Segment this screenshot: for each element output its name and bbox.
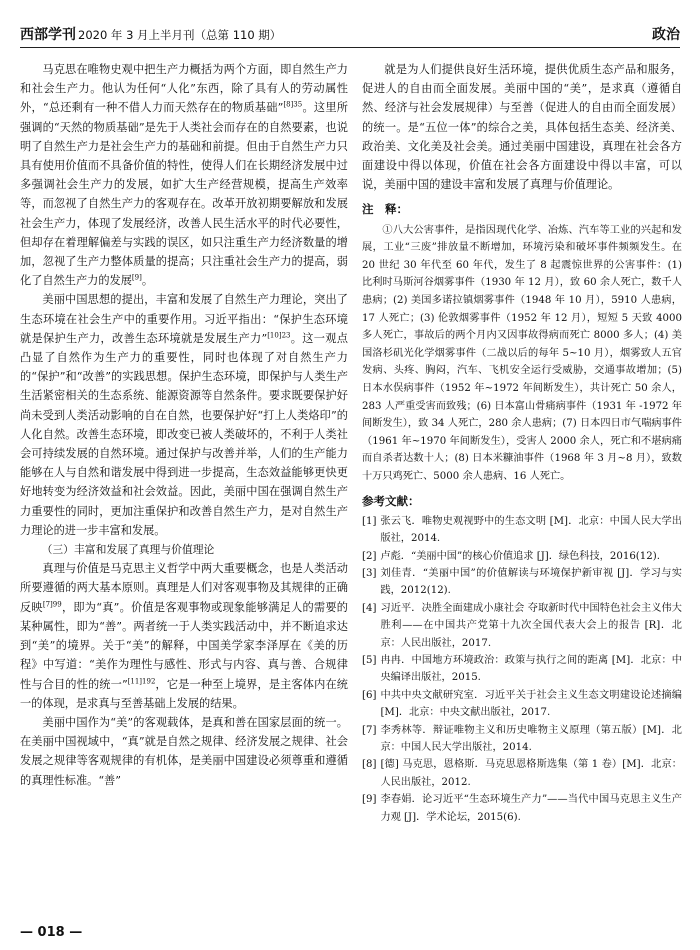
reference-item	[362, 513, 682, 548]
journal-title: 西部学刊	[20, 27, 76, 43]
page-header	[20, 18, 680, 44]
reference-item	[362, 756, 682, 791]
section-label: 政治	[652, 27, 680, 43]
reference-text: 冉冉．中国地方环境政治：政策与执行之间的距离 [M]．北京：中央编译出版社，2015.	[380, 654, 682, 684]
text: ，它是一种至上境界，是主客体内在统一的体现，是求真与至善基础上发展的结果。	[20, 677, 348, 710]
reference-item	[362, 600, 682, 652]
reference-item	[362, 548, 682, 565]
reference-item	[362, 652, 682, 687]
header-left	[20, 24, 281, 44]
reference-text: 刘佳青．“美丽中国”的价值解读与环境保护新审视 [J]．学习与实践，2012(12).	[380, 567, 682, 597]
citation: [8]35	[283, 100, 303, 109]
paragraph	[20, 559, 348, 713]
citation: [9]	[131, 273, 142, 282]
reference-index: [8]	[362, 759, 377, 771]
paragraph	[20, 60, 348, 290]
reference-text: 李春娟．论习近平“生态环境生产力”——当代中国马克思主义生产力观 [J]．学术论坛，2015(6).	[380, 794, 682, 823]
text: 美丽中国思想的提出，丰富和发展了自然生产力理论，突出了生态环境在社会生产中的重要作用。习近平指出：“保护生态环境就是保护生产力，改善生态环境就是发展生产力”	[20, 293, 348, 345]
citation: [10]23	[267, 331, 291, 340]
header-divider	[20, 47, 680, 48]
footnote: ①八大公害事件，是指因现代化学、冶炼、汽车等工业的兴起和发展，工业“三废”排放量不断增加，环境污染和破坏事件频频发生。在 20 世纪 30 年代至 60 年代，发生了 8 起震惊世界的公害事件：(1) 比利时马斯河谷烟雾事件（1930 年 12 月），致 60 余人死亡，数千人患病；(2) 美国多诺拉镇烟雾事件（1948 年 10 月），5910 人患病，17 人死亡；(3) 伦敦烟雾事件（1952 年 12 月），短短 5 天致 4000 多人死亡，事故后的两个月内又因事故得病而死亡 8000 多人；(4) 美国洛杉矶光化学烟雾事件（二战以后的每年 5~10 月），烟雾致人五官发病、头疼、胸闷，汽车、飞机安全运行受威胁，交通事故增加；(5) 日本水俣病事件（1952 年~1972 年间断发生），共计死亡 50 余人，283 人严重受害而致残；(6) 日本富山骨痛病事件（1931 年 -1972 年间断发生），致 34 人死亡，280 余人患病；(7) 日本四日市气喘病事件（1961 年~1970 年间断发生），受害人 2000 余人，死亡和不堪病痛而自杀者达数十人；(8) 日本米糠油事件（1968 年 3 月~8 月），致数十万只鸡死亡、5000 余人患病、16 人死亡。	[362, 224, 682, 482]
reference-item	[362, 791, 682, 826]
text: 。	[141, 274, 154, 288]
paragraph	[20, 290, 348, 540]
paragraph: 就是为人们提供良好生活环境，提供优质生态产品和服务，促进人的自由而全面发展。美丽中国的“美”，是求真（遵循自然、经济与社会发展规律）与至善（促进人的自由而全面发展）的统一。是“五位一体”的综合之美，具体包括生态美、经济美、政治美、文化美及社会美。通过美丽中国建设，真理在社会各方面建设中得以体现，价值在社会各方面建设中得以丰富，可以说，美丽中国的建设丰富和发展了真理与价值理论。	[362, 63, 682, 192]
reference-item	[362, 565, 682, 600]
references-list	[362, 513, 682, 826]
reference-text: 李秀林等．辩证唯物主义和历史唯物主义原理（第五版）[M]．北京：中国人民大学出版社，2014.	[380, 724, 682, 754]
reference-index: [6]	[362, 689, 377, 701]
notes-heading: 注 释：	[362, 202, 408, 217]
reference-text: 中共中央文献研究室．习近平关于社会主义生态文明建设论述摘编 [M]．北京：中央文献出版社，2017.	[380, 689, 682, 719]
issue-info: 2020 年 3 月上半月刊（总第 110 期）	[78, 28, 282, 42]
reference-text: 卢彪．“美丽中国”的核心价值追求 [J]．绿色科技，2016(12).	[380, 550, 660, 562]
citation: [11]192	[127, 676, 156, 685]
reference-text: [德] 马克思，恩格斯．马克思恩格斯选集（第 1 卷）[M]．北京：人民出版社，2012.	[380, 759, 682, 788]
reference-index: [7]	[362, 724, 377, 736]
reference-item	[362, 687, 682, 722]
reference-index: [9]	[362, 794, 377, 806]
reference-index: [5]	[362, 654, 377, 666]
reference-index: [2]	[362, 550, 377, 562]
text: ，即为“真”。价值是客观事物或现象能够满足人的需要的某种属性，即为“善”。两者统一于人类实践活动中，并不断追求达到“美”的境界。关于“美”的解释，中国美学家李泽厚在《美的历程》中写道：“美作为理性与感性、形式与内容、真与善、合规律性与合目的性的统一”	[20, 600, 348, 691]
reference-item	[362, 722, 682, 757]
paragraph: 美丽中国作为“美”的客观载体，是真和善在国家层面的统一。在美丽中国视域中，“真”就是自然之规律、经济发展之规律、社会发展之规律等客观规律的有机体，是美丽中国建设必须尊重和遵循的真理性标准。“善”	[20, 715, 348, 787]
references-heading: 参考文献：	[362, 493, 420, 508]
right-column	[362, 60, 682, 920]
reference-index: [4]	[362, 602, 377, 614]
text: 马克思在唯物史观中把生产力概括为两个方面，即自然生产力和社会生产力。他认为任何“人化”东西，除了具有人的劳动属性外，“总还剩有一种不借人力而天然存在的物质基础”	[20, 63, 348, 115]
reference-text: 习近平．决胜全面建成小康社会 夺取新时代中国特色社会主义伟大胜利——在中国共产党第十九次全国代表大会上的报告 [R]．北京：人民出版社，2017.	[380, 602, 682, 649]
text: 。这里所强调的“天然的物质基础”是先于人类社会而存在的自然要素，也说明了自然生产力是社会生产力的基础和前提。但由于自然生产力只具有使用价值而不具备价值的特性，使得人们在长期经济发展中过多强调社会生产力的发展，如扩大生产经营规模，提高生产效率等，而忽视了自然生产力的客观存在。改革开放初期要解放和发展社会生产力，体现了发展经济，改善人民生活水平的时代必要性，但却存在着理解偏差与实践的误区，如只注重生产力经济数量的增加，忽视了生产力整体质量的提高；只注重社会生产力的提高，弱化了自然生产力的发展	[20, 101, 348, 288]
citation: [7]99	[42, 599, 62, 608]
reference-index: [1]	[362, 515, 377, 527]
reference-index: [3]	[362, 567, 377, 579]
text: 。这一观点凸显了自然作为生产力的重要性，同时也体现了对自然生产力的“保护”和“改善”的实践思想。保护生态环境，即保护与人类生产生活紧密相关的生态系统、能源资源等自然条件。要求既要保护好尚未受到人类活动影响的自在自然，也要保护好“打上人类烙印”的人化自然。改善生态环境，即改变已被人类破坏的，不利于人类社会可持续发展的自然环境。通过保护与改善并举，人们的生产能力能够在人与自然和谐发展中得到进一步提高，生态效益能够更快更好地转变为经济效益和社会效益。因此，美丽中国在强调自然生产力重要性的同时，更加注重保护和改善自然生产力，是对自然生产力理论的进一步丰富和发展。	[20, 331, 348, 537]
reference-text: 张云飞．唯物史观视野中的生态文明 [M]．北京：中国人民大学出版社，2014.	[380, 515, 682, 545]
page-number: — 018 —	[20, 925, 83, 940]
left-column	[20, 60, 348, 920]
subheading: （三）丰富和发展了真理与价值理论	[41, 543, 215, 557]
text: 真理与价值是马克思主义哲学中两大重要概念，也是人类活动所要遵循的两大基本原则。真理是人们对客观事物及其规律的正确反映	[20, 562, 348, 614]
